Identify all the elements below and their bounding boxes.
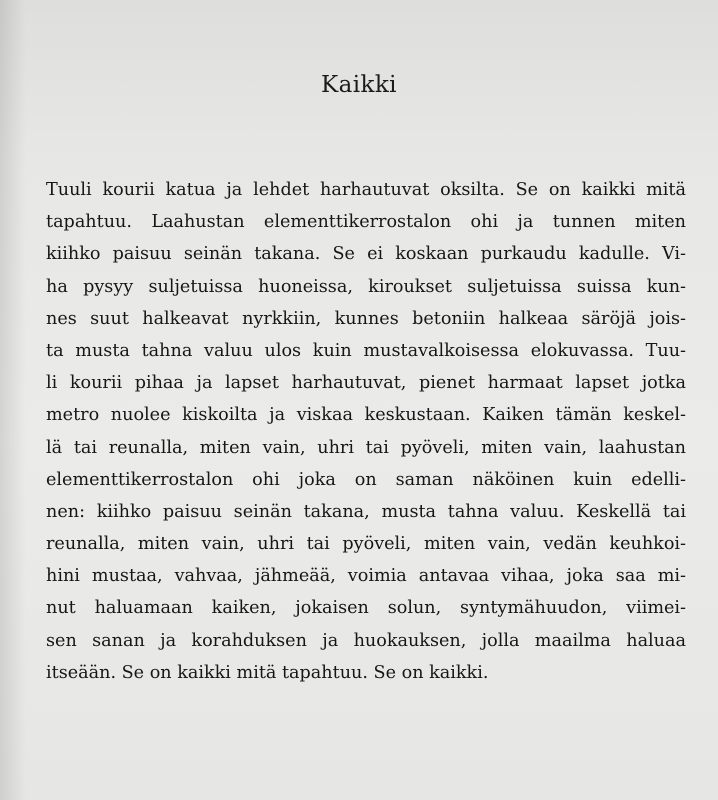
poem-line: lä tai reunalla, miten vain, uhri tai pyöveli, miten vain, laahustan [46,437,686,458]
poem-line: kiihko paisuu seinän takana. Se ei koskaan purkaudu kadulle. Vi- [46,244,686,265]
poem-line: nen: kiihko paisuu seinän takana, musta tahna valuu. Keskellä tai [46,501,686,522]
poem-line: hini mustaa, vahvaa, jähmeää, voimia antavaa vihaa, joka saa mi- [46,566,686,587]
poem-line: ha pysyy suljetuissa huoneissa, kiroukset suljetuissa suissa kun- [46,276,686,297]
poem-line: sen sanan ja korahduksen ja huokauksen, jolla maailma haluaa [46,630,686,651]
poem-line-last: itseään. Se on kaikki mitä tapahtuu. Se on kaikki. [46,662,489,683]
poem-line: reunalla, miten vain, uhri tai pyöveli, miten vain, vedän keuhkoi- [46,534,686,555]
poem-line: li kourii pihaa ja lapset harhautuvat, pienet harmaat lapset jotka [46,373,686,394]
poem-title: Kaikki [321,72,397,98]
poem-line: metro nuolee kiskoilta ja viskaa keskustaan. Kaiken tämän keskel- [46,405,686,426]
poem-line: Tuuli kourii katua ja lehdet harhautuvat oksilta. Se on kaikki mitä [46,180,686,200]
poem-line: ta musta tahna valuu ulos kuin mustavalkoisessa elokuvassa. Tuu- [46,340,686,361]
poem-line: nut haluamaan kaiken, jokaisen solun, syntymähuudon, viimei- [46,598,686,619]
page-edge-shadow [0,0,26,800]
poem-line: elementtikerrostalon ohi joka on saman näköinen kuin edelli- [46,469,686,490]
poem-line: tapahtuu. Laahustan elementtikerrostalon ohi ja tunnen miten [46,212,686,233]
poem-line: nes suut halkeavat nyrkkiin, kunnes betoniin halkeaa säröjä jois- [46,308,686,329]
poem-body [46,174,686,689]
